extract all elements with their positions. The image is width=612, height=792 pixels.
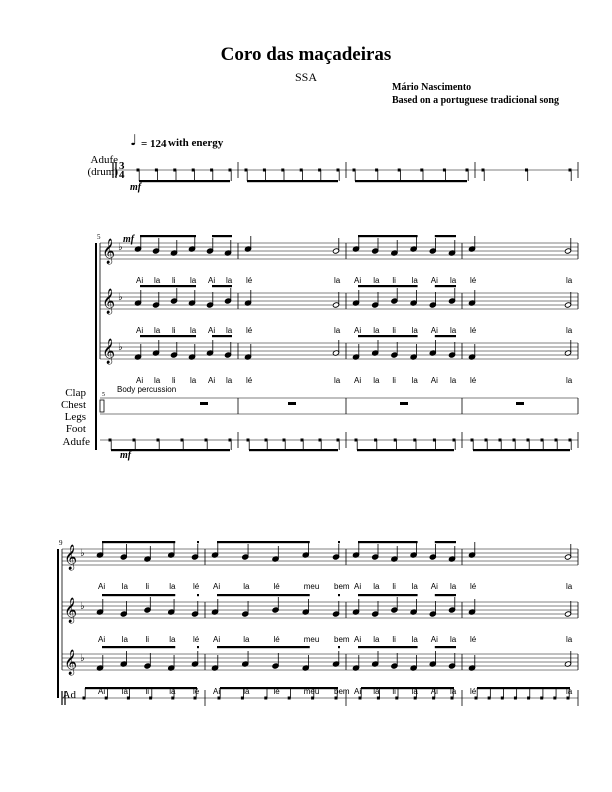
key-flat: ♭ xyxy=(80,548,85,559)
adufe-abbrev-label: Ad xyxy=(62,689,76,701)
lyric-syllable: la xyxy=(373,687,380,696)
score-subtitle: SSA xyxy=(294,70,317,84)
lyric-syllable: la xyxy=(450,687,457,696)
lyric-syllable: li xyxy=(145,687,150,696)
vocal-beam xyxy=(140,335,196,337)
lyric-syllable: li xyxy=(145,635,150,644)
whole-rest xyxy=(288,402,296,405)
tempo-expression: with energy xyxy=(168,137,224,149)
vocal-beam xyxy=(102,594,175,596)
lyric-syllable: Ai xyxy=(354,687,362,696)
lyric-syllable: Ai xyxy=(354,582,362,591)
lyric-syllable: Ai xyxy=(354,276,362,285)
vocal-beam xyxy=(197,541,199,543)
adufe-beam xyxy=(249,449,338,451)
lyric-syllable: li xyxy=(392,326,396,335)
lyric-syllable: lé xyxy=(193,687,200,696)
key-flat: ♭ xyxy=(118,342,123,353)
vocal-beam xyxy=(435,285,456,287)
lyric-syllable: la xyxy=(373,582,380,591)
lyric-syllable: Ai xyxy=(213,687,221,696)
adufe-short-label: Adufe xyxy=(62,436,90,448)
lyric-syllable: la xyxy=(334,326,341,335)
lyric-syllable: la xyxy=(190,376,197,385)
vocal-beam xyxy=(358,594,418,596)
treble-clef: 𝄞 xyxy=(102,339,116,364)
lyric-syllable: Ai xyxy=(354,376,362,385)
lyric-syllable: la xyxy=(450,635,457,644)
lyric-syllable: lé xyxy=(470,582,477,591)
adufe-label-line1: Adufe xyxy=(90,154,118,166)
vocal-beam xyxy=(217,541,310,543)
treble-clef: 𝄞 xyxy=(102,289,116,314)
arranger-credit: Based on a portuguese tradicional song xyxy=(392,95,559,106)
lyric-syllable: la xyxy=(411,687,418,696)
vocal-beam xyxy=(217,646,310,648)
lyric-syllable: lé xyxy=(273,582,280,591)
key-flat: ♭ xyxy=(80,653,85,664)
lyric-syllable: la xyxy=(411,276,418,285)
lyric-syllable: la xyxy=(566,635,573,644)
lyric-syllable: la xyxy=(121,635,128,644)
lyric-syllable: meu xyxy=(303,582,320,591)
lyric-syllable: la xyxy=(154,376,161,385)
adufe-beam xyxy=(247,180,338,182)
vocal-beam xyxy=(212,285,232,287)
score-title: Coro das maçadeiras xyxy=(220,44,392,65)
lyric-syllable: la xyxy=(566,687,573,696)
tempo-note: ♩ xyxy=(130,131,138,149)
vocal-beam xyxy=(197,594,199,596)
lyric-syllable: li xyxy=(392,635,396,644)
lyric-syllable: lé xyxy=(470,687,477,696)
lyric-syllable: Ai xyxy=(430,635,438,644)
vocal-beam xyxy=(102,646,175,648)
vocal-beam xyxy=(212,235,232,237)
lyric-syllable: la xyxy=(169,582,176,591)
vocal-beam xyxy=(435,335,456,337)
body-percussion-marking: Body percussion xyxy=(117,385,177,394)
lyric-syllable: la xyxy=(190,326,197,335)
lyric-syllable: la xyxy=(334,376,341,385)
lyric-syllable: li xyxy=(172,276,176,285)
whole-rest xyxy=(200,402,208,405)
measure-number: 5 xyxy=(97,233,101,241)
vocal-beam xyxy=(338,646,340,648)
lyric-syllable: la xyxy=(190,276,197,285)
lyric-syllable: Ai xyxy=(208,376,216,385)
lyric-syllable: Ai xyxy=(136,326,144,335)
composer-credit: Mário Nascimento xyxy=(392,82,472,93)
lyric-syllable: la xyxy=(334,276,341,285)
adufe-label-line2: (drum) xyxy=(87,166,118,178)
lyric-syllable: la xyxy=(450,582,457,591)
lyric-syllable: la xyxy=(154,276,161,285)
lyric-syllable: la xyxy=(566,276,573,285)
lyric-syllable: li xyxy=(392,376,396,385)
lyric-syllable: Ai xyxy=(208,326,216,335)
lyric-syllable: bem xyxy=(334,687,350,696)
lyric-syllable: lé xyxy=(470,376,477,385)
lyric-syllable: li xyxy=(172,376,176,385)
vocal-beam xyxy=(435,646,456,648)
lyric-syllable: la xyxy=(121,582,128,591)
lyric-syllable: lé xyxy=(246,276,253,285)
vocal-beam xyxy=(435,235,456,237)
adufe-beam xyxy=(357,449,454,451)
measure-number: 9 xyxy=(59,539,63,547)
lyric-syllable: la xyxy=(373,635,380,644)
lyric-syllable: Ai xyxy=(430,326,438,335)
lyric-syllable: la xyxy=(373,276,380,285)
lyric-syllable: la xyxy=(121,687,128,696)
lyric-syllable: Ai xyxy=(136,376,144,385)
treble-clef: 𝄞 xyxy=(64,598,78,623)
lyric-syllable: lé xyxy=(470,326,477,335)
treble-clef: 𝄞 xyxy=(102,239,116,264)
lyric-syllable: lé xyxy=(246,376,253,385)
lyric-syllable: la xyxy=(566,582,573,591)
key-flat: ♭ xyxy=(80,601,85,612)
lyric-syllable: la xyxy=(226,326,233,335)
foot-label: Foot xyxy=(65,423,86,435)
body-perc-clef xyxy=(100,400,104,412)
key-flat: ♭ xyxy=(118,292,123,303)
lyric-syllable: lé xyxy=(273,687,280,696)
lyric-syllable: la xyxy=(411,582,418,591)
lyric-syllable: la xyxy=(226,376,233,385)
lyric-syllable: la xyxy=(243,635,250,644)
key-flat: ♭ xyxy=(118,242,123,253)
vocal-beam xyxy=(358,646,418,648)
lyric-syllable: lé xyxy=(246,326,253,335)
treble-clef: 𝄞 xyxy=(64,545,78,570)
vocal-beam xyxy=(358,335,418,337)
lyric-syllable: lé xyxy=(273,635,280,644)
lyric-syllable: la xyxy=(566,376,573,385)
lyric-syllable: la xyxy=(226,276,233,285)
dynamic-mf: mf xyxy=(130,182,142,193)
lyric-syllable: la xyxy=(169,687,176,696)
lyric-syllable: la xyxy=(154,326,161,335)
lyric-syllable: la xyxy=(243,582,250,591)
vocal-beam xyxy=(212,335,232,337)
lyric-syllable: la xyxy=(411,326,418,335)
lyric-syllable: la xyxy=(450,376,457,385)
lyric-syllable: li xyxy=(392,582,396,591)
lyric-syllable: li xyxy=(145,582,150,591)
lyric-syllable: la xyxy=(373,326,380,335)
lyric-syllable: la xyxy=(450,276,457,285)
vocal-beam xyxy=(358,541,418,543)
dynamic-mf: mf xyxy=(120,450,132,461)
measure-number: 5 xyxy=(102,392,105,398)
lyric-syllable: Ai xyxy=(98,582,106,591)
lyric-syllable: Ai xyxy=(354,635,362,644)
lyric-syllable: Ai xyxy=(430,376,438,385)
lyric-syllable: Ai xyxy=(98,635,106,644)
clap-label: Clap xyxy=(65,387,86,399)
adufe-beam xyxy=(477,687,570,689)
lyric-syllable: li xyxy=(392,687,396,696)
lyric-syllable: la xyxy=(411,635,418,644)
tempo-marking: = 124 xyxy=(141,138,167,150)
lyric-syllable: Ai xyxy=(208,276,216,285)
lyric-syllable: la xyxy=(373,376,380,385)
vocal-beam xyxy=(358,285,418,287)
lyric-syllable: lé xyxy=(193,635,200,644)
lyric-syllable: la xyxy=(566,326,573,335)
lyric-syllable: lé xyxy=(470,276,477,285)
lyric-syllable: Ai xyxy=(213,582,221,591)
time-sig-bottom: 4 xyxy=(119,169,125,181)
lyric-syllable: bem xyxy=(334,635,350,644)
lyric-syllable: la xyxy=(450,326,457,335)
time-sig-top: 3 xyxy=(119,160,125,172)
chest-label: Chest xyxy=(60,399,86,411)
lyric-syllable: li xyxy=(392,276,396,285)
vocal-beam xyxy=(140,285,196,287)
lyric-syllable: meu xyxy=(303,687,320,696)
vocal-beam xyxy=(140,235,196,237)
treble-clef: 𝄞 xyxy=(64,650,78,675)
lyric-syllable: meu xyxy=(303,635,320,644)
vocal-beam xyxy=(338,594,340,596)
lyric-syllable: lé xyxy=(470,635,477,644)
adufe-beam xyxy=(473,449,570,451)
lyric-syllable: Ai xyxy=(430,276,438,285)
lyric-syllable: Ai xyxy=(430,582,438,591)
lyric-syllable: la xyxy=(243,687,250,696)
lyric-syllable: Ai xyxy=(136,276,144,285)
vocal-beam xyxy=(435,541,456,543)
lyric-syllable: Ai xyxy=(430,687,438,696)
adufe-beam xyxy=(355,180,467,182)
lyric-syllable: la xyxy=(169,635,176,644)
lyric-syllable: li xyxy=(172,326,176,335)
vocal-beam xyxy=(197,646,199,648)
lyric-syllable: lé xyxy=(193,582,200,591)
whole-rest xyxy=(516,402,524,405)
vocal-beam xyxy=(102,541,175,543)
adufe-beam xyxy=(139,180,230,182)
lyric-syllable: Ai xyxy=(354,326,362,335)
lyric-syllable: bem xyxy=(334,582,350,591)
lyric-syllable: la xyxy=(411,376,418,385)
vocal-beam xyxy=(358,235,418,237)
lyric-syllable: Ai xyxy=(98,687,106,696)
vocal-beam xyxy=(217,594,310,596)
vocal-beam xyxy=(435,594,456,596)
lyric-syllable: Ai xyxy=(213,635,221,644)
dynamic-mf: mf xyxy=(123,234,135,245)
whole-rest xyxy=(400,402,408,405)
legs-label: Legs xyxy=(64,411,86,423)
vocal-beam xyxy=(338,541,340,543)
